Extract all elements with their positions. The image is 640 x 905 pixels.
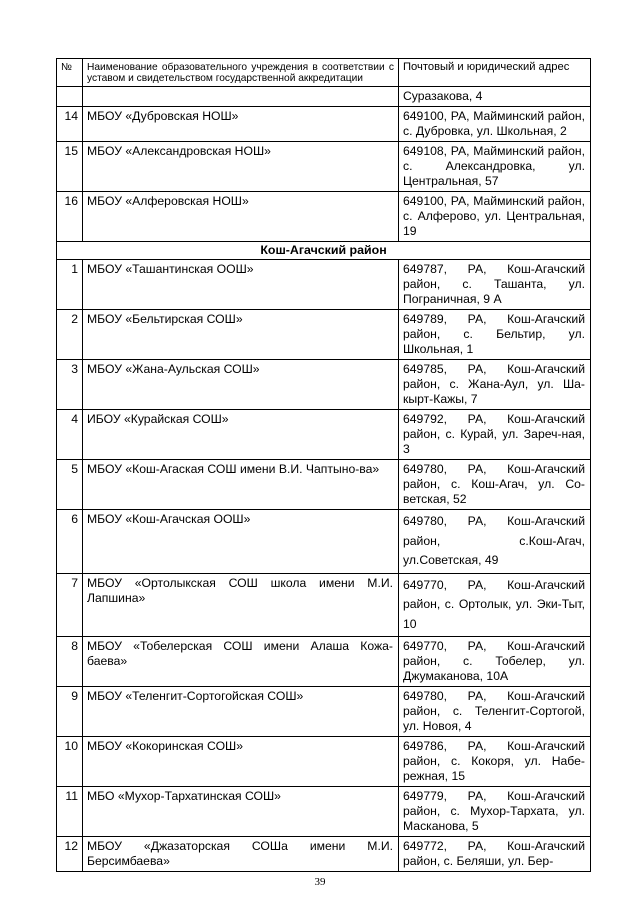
- table-row: [57, 837, 591, 872]
- cell-address: 649772, РА, Кош-Агачский район, с. Беляши, ул. Бер-: [399, 837, 591, 872]
- cell-name: МБОУ «Александровская НОШ»: [83, 142, 399, 192]
- section-row: [57, 242, 591, 260]
- cell-address: 649780, РА, Кош-Агачский район, с. Теленгит-Сортогой, ул. Новоя, 4: [399, 687, 591, 737]
- cell-name: ИБОУ «Курайская СОШ»: [83, 410, 399, 460]
- cell-name: МБОУ «Алферовская НОШ»: [83, 192, 399, 242]
- table-row: [57, 787, 591, 837]
- cell-num: 15: [57, 142, 83, 192]
- table-row-continuation: [57, 87, 591, 107]
- table-row: [57, 107, 591, 142]
- table-row: [57, 260, 591, 310]
- cell-address: 649780, РА, Кош-Агачский район, с.Кош-Агач, ул.Советская, 49: [399, 510, 591, 574]
- cell-address: Суразакова, 4: [399, 87, 591, 107]
- cell-address: 649779, РА, Кош-Агачский район, с. Мухор-Тархата, ул. Масканова, 5: [399, 787, 591, 837]
- header-address: Почтовый и юридический адрес: [399, 59, 591, 87]
- cell-address: 649780, РА, Кош-Агачский район, с. Кош-Агач, ул. Со-ветская, 52: [399, 460, 591, 510]
- cell-address: 649770, РА, Кош-Агачский район, с. Ортолык, ул. Эки-Тыт, 10: [399, 573, 591, 637]
- cell-address: 649789, РА, Кош-Агачский район, с. Бельтир, ул. Школьная, 1: [399, 310, 591, 360]
- cell-address: 649792, РА, Кош-Агачский район, с. Курай, ул. Зареч-ная, 3: [399, 410, 591, 460]
- cell-address: 649786, РА, Кош-Агачский район, с. Кокоря, ул. Набе-режная, 15: [399, 737, 591, 787]
- cell-num: 10: [57, 737, 83, 787]
- schools-table: [56, 58, 591, 872]
- cell-name: МБОУ «Тобелерская СОШ имени Алаша Кожа-баева»: [83, 637, 399, 687]
- section-title: Кош-Агачский район: [57, 242, 591, 260]
- cell-name: МБОУ «Джазаторская СОШа имени М.И. Берсимбаева»: [83, 837, 399, 872]
- table-row: [57, 510, 591, 574]
- cell-address: 649770, РА, Кош-Агачский район, с. Тобелер, ул. Джумаканова, 10А: [399, 637, 591, 687]
- cell-name: МБОУ «Жана-Аульская СОШ»: [83, 360, 399, 410]
- cell-num: 1: [57, 260, 83, 310]
- cell-address: 649785, РА, Кош-Агачский район, с. Жана-Аул, ул. Ша-кырт-Кажы, 7: [399, 360, 591, 410]
- cell-name: МБОУ «Ортолыкская СОШ школа имени М.И. Лапшина»: [83, 573, 399, 637]
- table-row: [57, 410, 591, 460]
- cell-name: МБОУ «Теленгит-Сортогойская СОШ»: [83, 687, 399, 737]
- header-num: №: [57, 59, 83, 87]
- table-row: [57, 460, 591, 510]
- page-number: 39: [314, 876, 326, 888]
- cell-num: [57, 87, 83, 107]
- cell-name: МБОУ «Бельтирская СОШ»: [83, 310, 399, 360]
- cell-name: МБОУ «Кош-Агаская СОШ имени В.И. Чаптыно-ва»: [83, 460, 399, 510]
- table-row: [57, 192, 591, 242]
- cell-address: 649100, РА, Майминский район, с. Дубровка, ул. Школьная, 2: [399, 107, 591, 142]
- table-row: [57, 142, 591, 192]
- cell-num: 11: [57, 787, 83, 837]
- table-row: [57, 360, 591, 410]
- header-name: Наименование образовательного учреждения в соответствии с уставом и свидетельством государственной аккредитации: [83, 59, 399, 87]
- cell-num: 3: [57, 360, 83, 410]
- cell-num: 14: [57, 107, 83, 142]
- cell-num: 5: [57, 460, 83, 510]
- cell-name: МБОУ «Ташантинская ООШ»: [83, 260, 399, 310]
- cell-num: 6: [57, 510, 83, 574]
- table-row: [57, 573, 591, 637]
- cell-num: 7: [57, 573, 83, 637]
- cell-num: 8: [57, 637, 83, 687]
- table-row: [57, 637, 591, 687]
- cell-name: МБОУ «Дубровская НОШ»: [83, 107, 399, 142]
- cell-num: 4: [57, 410, 83, 460]
- cell-address: 649787, РА, Кош-Агачский район, с. Ташанта, ул. Пограничная, 9 А: [399, 260, 591, 310]
- cell-name: МБО «Мухор-Тархатинская СОШ»: [83, 787, 399, 837]
- cell-address: 649108, РА, Майминский район, с. Александровка, ул. Центральная, 57: [399, 142, 591, 192]
- cell-num: 12: [57, 837, 83, 872]
- table-header-row: [57, 59, 591, 87]
- cell-num: 16: [57, 192, 83, 242]
- table-row: [57, 687, 591, 737]
- cell-name: [83, 87, 399, 107]
- cell-num: 2: [57, 310, 83, 360]
- table-row: [57, 310, 591, 360]
- cell-name: МБОУ «Кокоринская СОШ»: [83, 737, 399, 787]
- cell-name: МБОУ «Кош-Агачская ООШ»: [83, 510, 399, 574]
- cell-address: 649100, РА, Майминский район, с. Алферово, ул. Центральная, 19: [399, 192, 591, 242]
- cell-num: 9: [57, 687, 83, 737]
- table-row: [57, 737, 591, 787]
